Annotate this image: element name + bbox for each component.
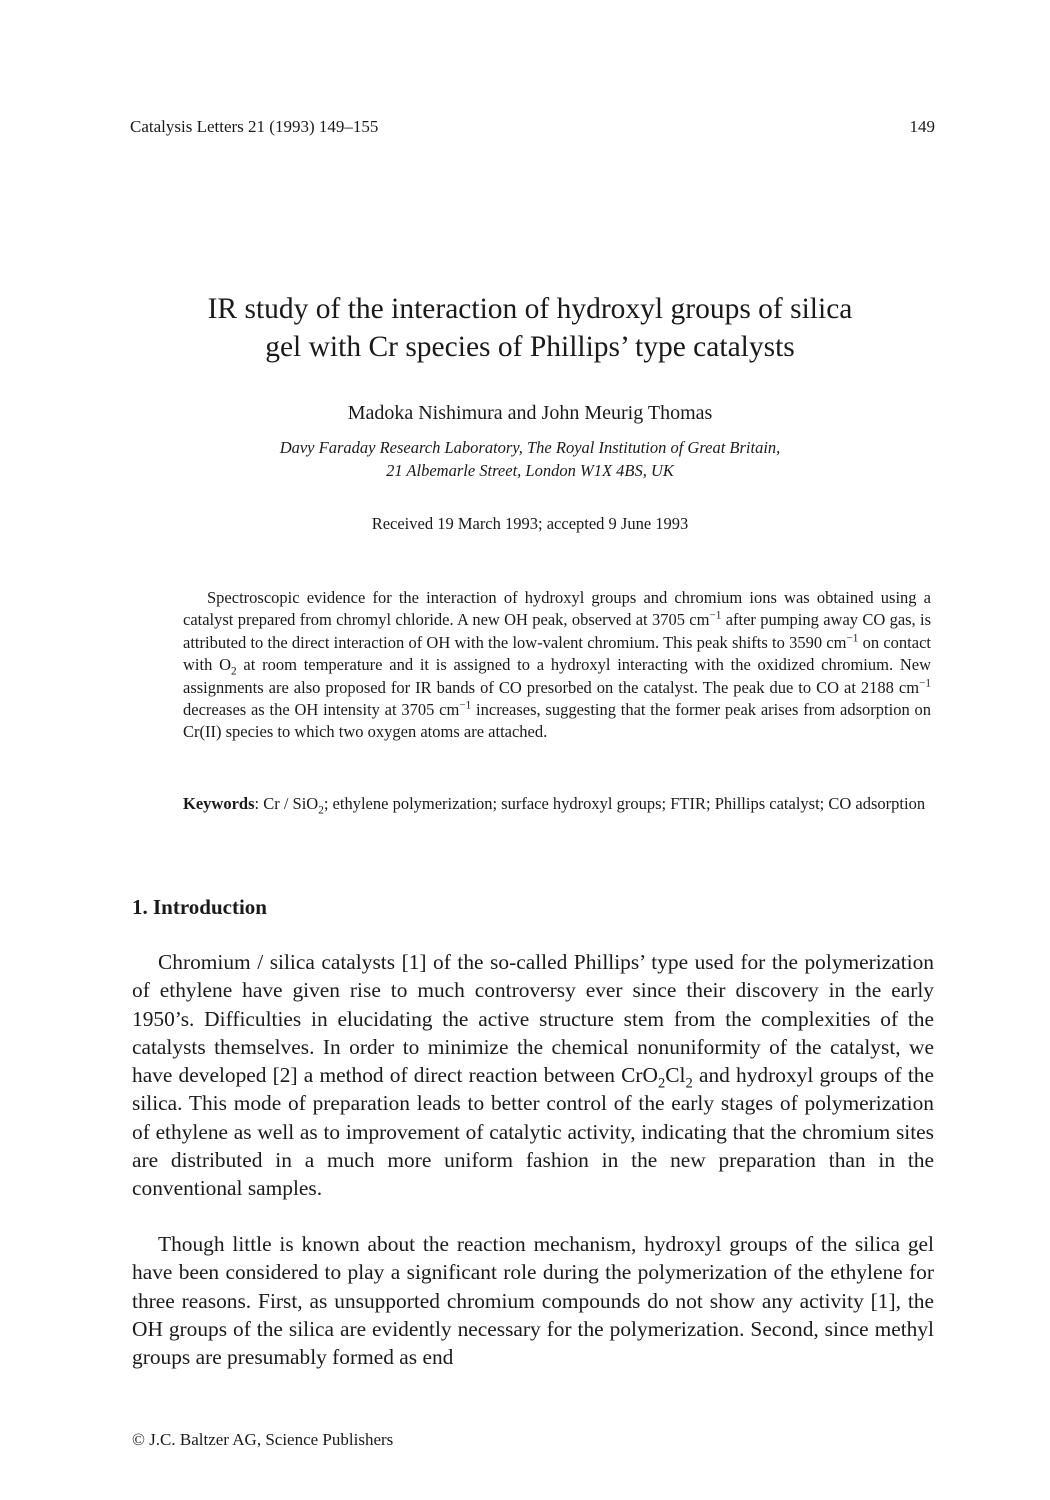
section-heading: 1. Introduction bbox=[132, 895, 267, 919]
superscript: −1 bbox=[709, 609, 722, 622]
running-head bbox=[130, 116, 935, 138]
body-text: Chromium / silica catalysts [1] of the so-called Phillips’ type used for the polymerization of ethylene have given rise to much controversy ever since their discovery in the early 1950’s. Difficulties in elucidating the active structure stem from the complexities of the catalysts themselves. In order to minimize the chemical nonuniformity of the catalyst, we have developed [2] a method of direct reaction between CrO bbox=[132, 950, 934, 1088]
keywords-label: Keywords bbox=[183, 794, 255, 813]
abstract-text: on contact with O bbox=[183, 632, 931, 675]
subscript: 2 bbox=[685, 1075, 693, 1092]
page-number: 149 bbox=[909, 117, 935, 136]
superscript: −1 bbox=[846, 632, 859, 645]
article-title bbox=[100, 290, 960, 366]
abstract bbox=[183, 587, 931, 744]
superscript: −1 bbox=[459, 699, 472, 712]
abstract-text: Spectroscopic evidence for the interaction of hydroxyl groups and chromium ions was obtained using a catalyst prepared from chromyl chloride. A new OH peak, observed at 3705 cm bbox=[183, 588, 931, 630]
title-line-1: IR study of the interaction of hydroxyl groups of silica bbox=[207, 293, 853, 325]
body-paragraph-2: Though little is known about the reaction mechanism, hydroxyl groups of the silica gel have been considered to play a significant role during the polymerization of the ethylene for three reasons. First, as unsupported chromium compounds do not show any activity [1], the OH groups of the silica are evidently necessary for the polymerization. Second, since methyl groups are presumably formed as end bbox=[132, 1232, 934, 1370]
copyright-footer: © J.C. Baltzer AG, Science Publishers bbox=[132, 1430, 394, 1449]
authors: Madoka Nishimura and John Meurig Thomas bbox=[347, 402, 713, 424]
journal-citation: Catalysis Letters 21 (1993) 149–155 bbox=[130, 117, 379, 136]
keywords-text: : Cr / SiO bbox=[254, 794, 319, 813]
body-paragraph-1 bbox=[132, 948, 934, 1203]
affiliation bbox=[100, 436, 960, 482]
subscript: 2 bbox=[658, 1075, 666, 1092]
abstract-text: after pumping away CO gas, is attributed to the direct interaction of OH with the low-valent chromium. This peak shifts to 3590 cm bbox=[183, 610, 932, 652]
keywords bbox=[183, 793, 931, 815]
abstract-text: decreases as the OH intensity at 3705 cm bbox=[183, 700, 460, 720]
title-line-2: gel with Cr species of Phillips’ type catalysts bbox=[265, 331, 795, 363]
abstract-text: at room temperature and it is assigned to a hydroxyl interacting with the oxidized chromium. New assignments are also proposed for IR bands of CO presorbed on the catalyst. The peak due to CO at 2188 cm bbox=[183, 655, 932, 697]
subscript: 2 bbox=[231, 665, 237, 678]
abstract-text: increases, suggesting that the former peak arises from adsorption on Cr(II) species to which two oxygen atoms are attached. bbox=[183, 700, 931, 742]
subscript: 2 bbox=[318, 804, 324, 817]
affiliation-line-2: 21 Albemarle Street, London W1X 4BS, UK bbox=[386, 461, 674, 480]
body-text: Cl bbox=[665, 1063, 686, 1088]
superscript: −1 bbox=[919, 677, 931, 690]
keywords-text: ; ethylene polymerization; surface hydroxyl groups; FTIR; Phillips catalyst; CO adsorption bbox=[323, 794, 926, 813]
body-text: and hydroxyl groups of the silica. This mode of preparation leads to better control of the early stages of polymerization of ethylene as well as to improvement of catalytic activity, indicating that the chromium sites are distributed in a much more uniform fashion in the new preparation than in the conventional samples. bbox=[132, 1063, 934, 1201]
received-dates: Received 19 March 1993; accepted 9 June 1993 bbox=[371, 514, 689, 533]
affiliation-line-1: Davy Faraday Research Laboratory, The Royal Institution of Great Britain, bbox=[279, 438, 781, 457]
